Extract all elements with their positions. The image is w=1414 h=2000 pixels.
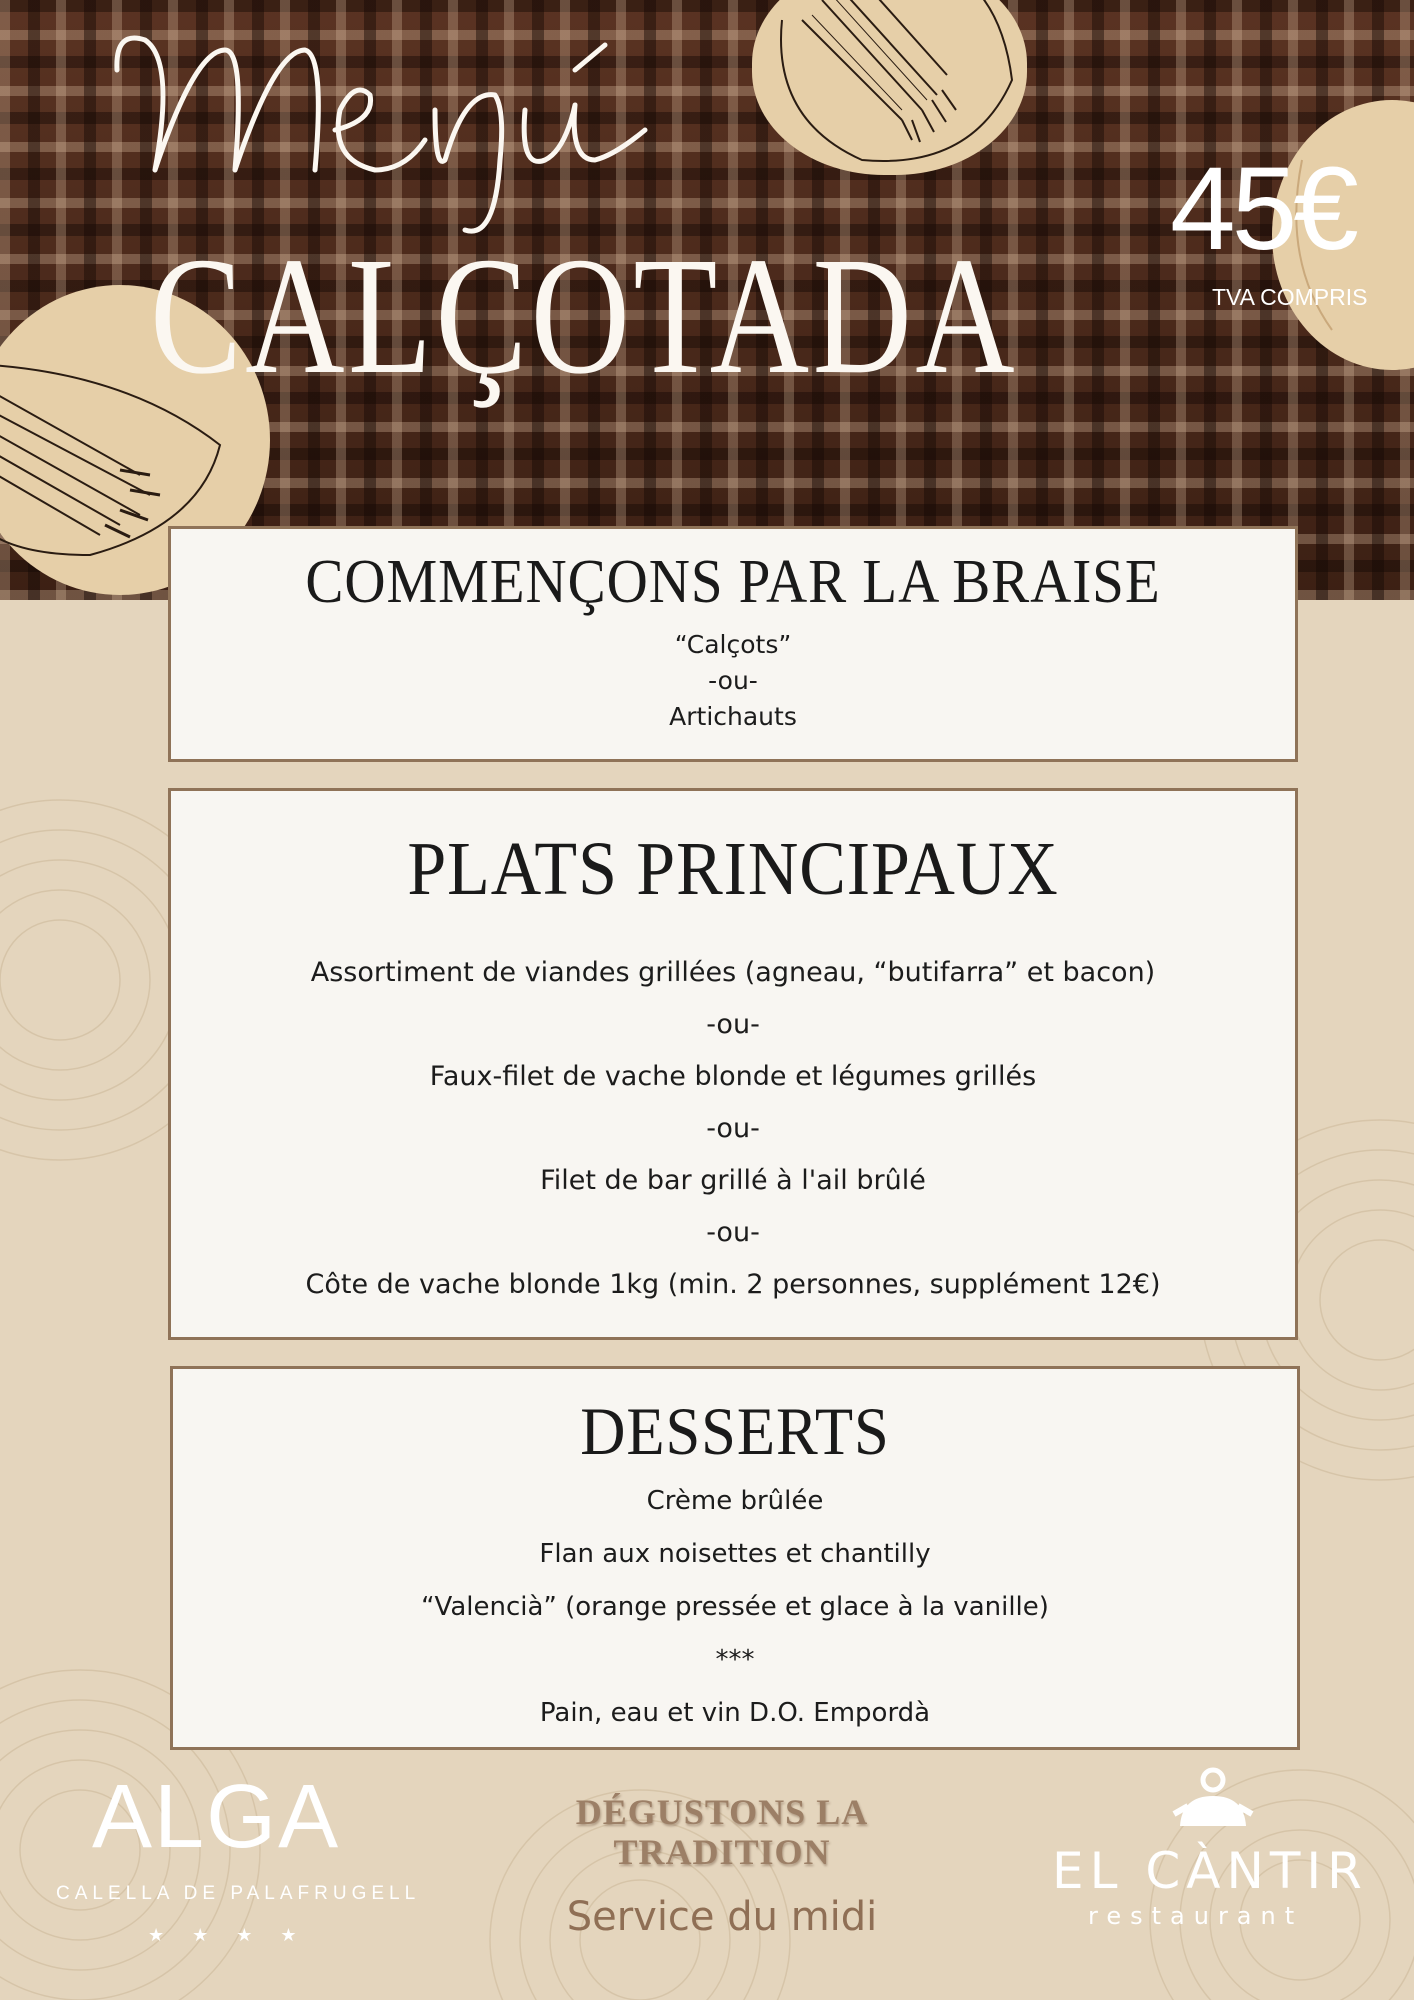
desserts-title: DESSERTS — [580, 1393, 890, 1469]
menu-item-separator: *** — [715, 1645, 755, 1675]
starters-items — [171, 627, 1295, 735]
desserts-card — [170, 1366, 1300, 1750]
menu-item: “Calçots” — [674, 630, 792, 659]
calcots-plate-illustration-top — [752, 0, 1027, 175]
menu-item-separator: -ou- — [706, 1009, 760, 1040]
tagline: DÉGUSTONS LA TRADITION — [575, 1792, 869, 1872]
mains-title: PLATS PRINCIPAUX — [407, 827, 1059, 911]
alga-location: CALELLA DE PALAFRUGELL — [56, 1883, 421, 1904]
menu-item-separator: -ou- — [706, 1113, 760, 1144]
menu-item: Flan aux noisettes et chantilly — [539, 1539, 931, 1569]
menu-item: Crème brûlée — [646, 1486, 824, 1516]
starters-card — [168, 526, 1298, 762]
service-label: Service du midi — [566, 1894, 878, 1940]
menu-item: Pain, eau et vin D.O. Empordà — [539, 1698, 931, 1728]
desserts-items — [173, 1475, 1297, 1740]
menu-item-separator: -ou- — [706, 1217, 760, 1248]
menu-item: Filet de bar grillé à l'ail brûlé — [540, 1165, 926, 1196]
menu-item: Artichauts — [669, 702, 797, 731]
menu-item: “Valencià” (orange pressée et glace à la vanille) — [421, 1592, 1049, 1622]
starters-title: COMMENÇONS PAR LA BRAISE — [305, 548, 1161, 616]
el-cantir-logo: EL CÀNTIR — [1052, 1842, 1368, 1900]
mains-card — [168, 788, 1298, 1340]
price-note: TVA COMPRIS — [1212, 284, 1368, 310]
cantir-jug-icon — [1172, 1766, 1254, 1832]
mains-items — [171, 947, 1295, 1311]
plaid-header — [0, 0, 1414, 600]
el-cantir-subtitle: restaurant — [1088, 1902, 1304, 1930]
menu-item: Côte de vache blonde 1kg (min. 2 personnes, supplément 12€) — [305, 1269, 1161, 1300]
alga-logo: ALGA — [92, 1767, 341, 1867]
menu-item: Assortiment de viandes grillées (agneau, “butifarra” et bacon) — [310, 957, 1156, 988]
menu-script-logo — [105, 10, 725, 240]
main-title: CALÇOTADA — [150, 223, 1018, 409]
menu-item: Faux-filet de vache blonde et légumes grillés — [429, 1061, 1037, 1092]
menu-item-separator: -ou- — [708, 666, 758, 695]
alga-stars-rating: ★★★★ — [148, 1925, 325, 1946]
price: 45€ — [1170, 143, 1355, 275]
